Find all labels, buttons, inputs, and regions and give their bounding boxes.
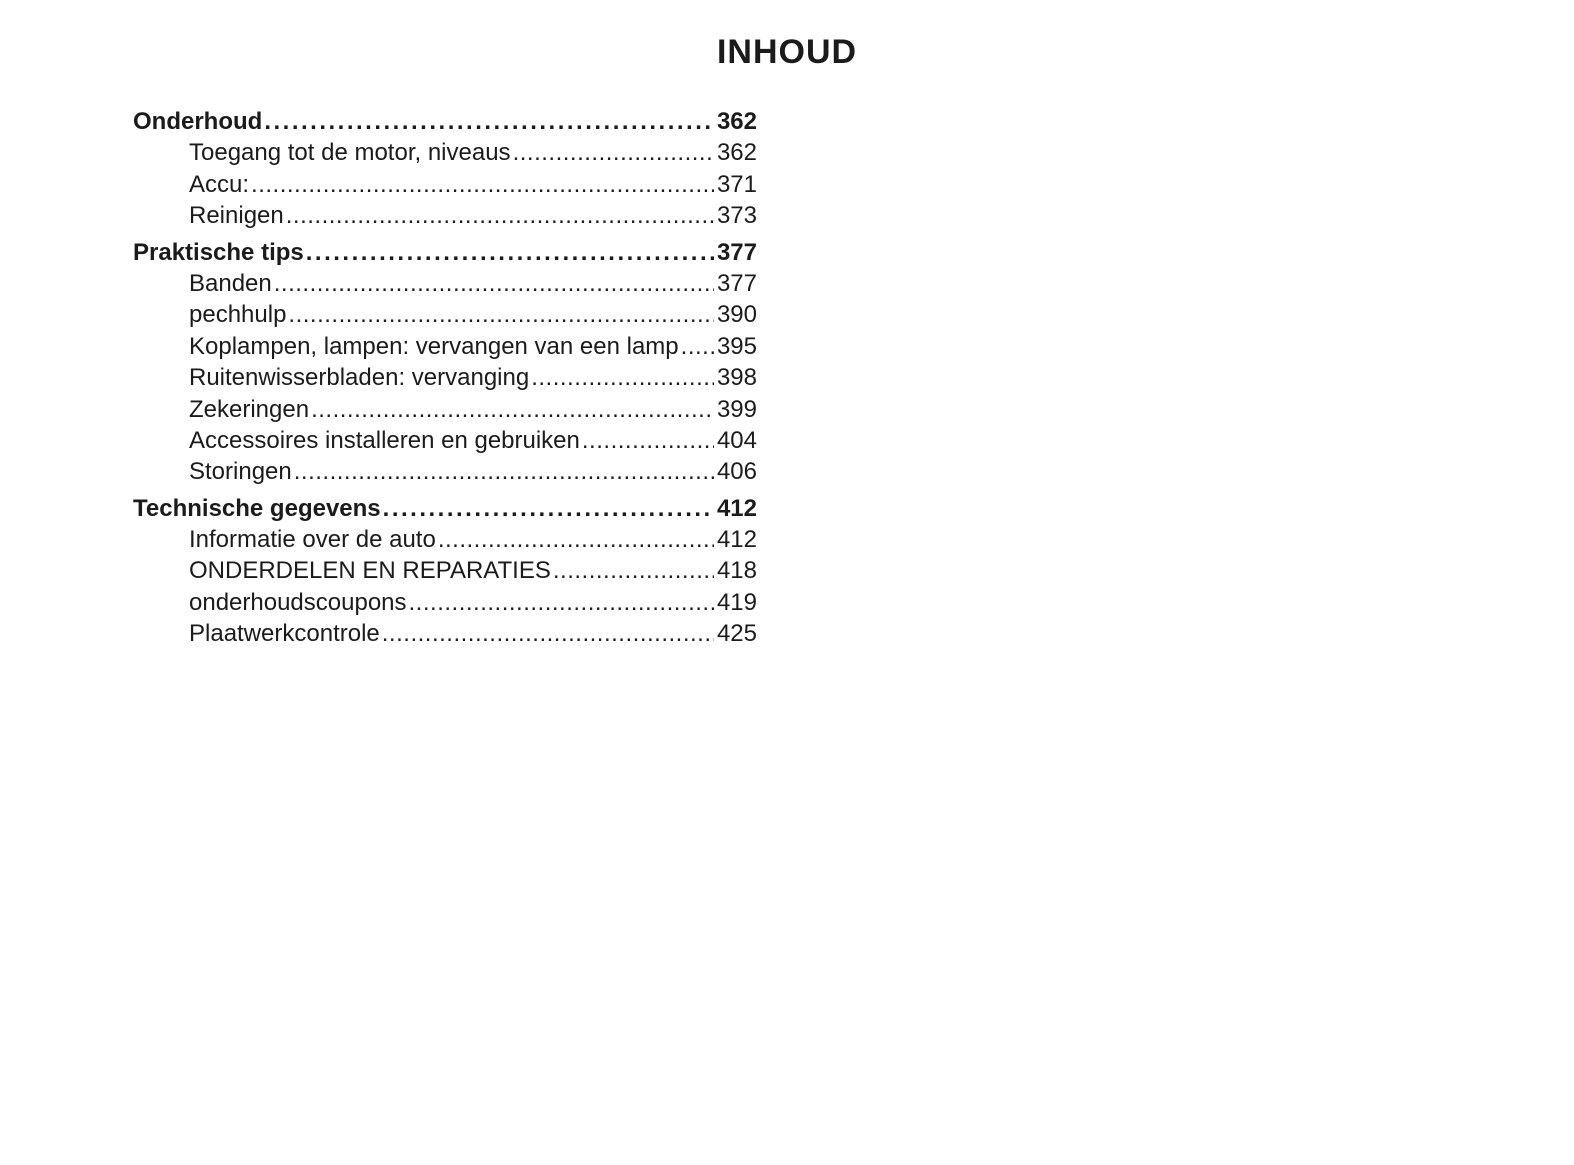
table-of-contents (133, 101, 757, 650)
toc-entry-label: Ruitenwisserbladen: vervanging (189, 364, 530, 392)
toc-page-number: 412 (716, 526, 757, 554)
toc-row (133, 268, 757, 299)
toc-page-number: 362 (716, 139, 757, 167)
toc-row (133, 137, 757, 168)
toc-leader-dots (681, 331, 714, 362)
toc-row (133, 456, 757, 487)
toc-page-number: 398 (716, 364, 757, 392)
toc-row (133, 331, 757, 362)
toc-leader-dots (409, 587, 714, 618)
toc-row (133, 493, 757, 524)
toc-row (133, 587, 757, 618)
toc-row (133, 618, 757, 649)
toc-leader-dots (383, 493, 714, 524)
toc-leader-dots (274, 268, 714, 299)
toc-entry-label: Koplampen, lampen: vervangen van een lamp (189, 332, 679, 360)
toc-entry-label: Technische gegevens (133, 494, 381, 522)
toc-leader-dots (513, 137, 714, 168)
toc-entry-label: Plaatwerkcontrole (189, 620, 380, 648)
toc-row (133, 425, 757, 456)
toc-row (133, 394, 757, 425)
toc-row (133, 169, 757, 200)
toc-leader-dots (264, 106, 714, 137)
toc-leader-dots (251, 169, 714, 200)
toc-entry-label: Banden (189, 269, 272, 297)
toc-leader-dots (294, 456, 714, 487)
toc-leader-dots (286, 200, 714, 231)
toc-entry-label: Storingen (189, 458, 292, 486)
toc-entry-label: Toegang tot de motor, niveaus (189, 139, 511, 167)
toc-entry-label: Zekeringen (189, 395, 310, 423)
toc-page-number: 406 (716, 458, 757, 486)
toc-entry-label: Informatie over de auto (189, 526, 436, 554)
toc-leader-dots (582, 425, 714, 456)
toc-page-number: 404 (716, 426, 757, 454)
toc-leader-dots (438, 524, 714, 555)
toc-page-number: 377 (716, 238, 757, 266)
toc-row (133, 200, 757, 231)
toc-leader-dots (306, 237, 714, 268)
toc-page-number: 395 (716, 332, 757, 360)
toc-row (133, 106, 757, 137)
toc-leader-dots (288, 299, 714, 330)
toc-entry-label: pechhulp (189, 301, 287, 329)
toc-entry-label: ONDERDELEN EN REPARATIES (189, 557, 551, 585)
toc-page-number: 390 (716, 301, 757, 329)
toc-entry-label: Onderhoud (133, 108, 263, 135)
toc-entry-label: Reinigen (189, 202, 284, 230)
toc-page-number: 412 (716, 494, 757, 522)
toc-page-number: 425 (716, 620, 757, 648)
toc-entry-label: Accessoires installeren en gebruiken (189, 426, 580, 454)
toc-page-number: 373 (716, 202, 757, 230)
page-title: INHOUD (716, 33, 858, 71)
toc-leader-dots (531, 362, 714, 393)
toc-page-number: 399 (716, 395, 757, 423)
toc-row (133, 524, 757, 555)
toc-page-number: 418 (716, 557, 757, 585)
toc-page-number: 371 (716, 170, 757, 198)
toc-entry-label: onderhoudscoupons (189, 588, 407, 616)
toc-entry-label: Accu: (189, 170, 250, 198)
toc-page-number: 362 (716, 108, 757, 135)
toc-leader-dots (382, 618, 714, 649)
toc-row (133, 299, 757, 330)
toc-entry-label: Praktische tips (133, 238, 304, 266)
toc-page-number: 419 (716, 588, 757, 616)
toc-row (133, 362, 757, 393)
toc-row (133, 237, 757, 268)
toc-leader-dots (553, 555, 714, 586)
toc-page-number: 377 (716, 269, 757, 297)
toc-leader-dots (311, 394, 714, 425)
toc-row (133, 555, 757, 586)
